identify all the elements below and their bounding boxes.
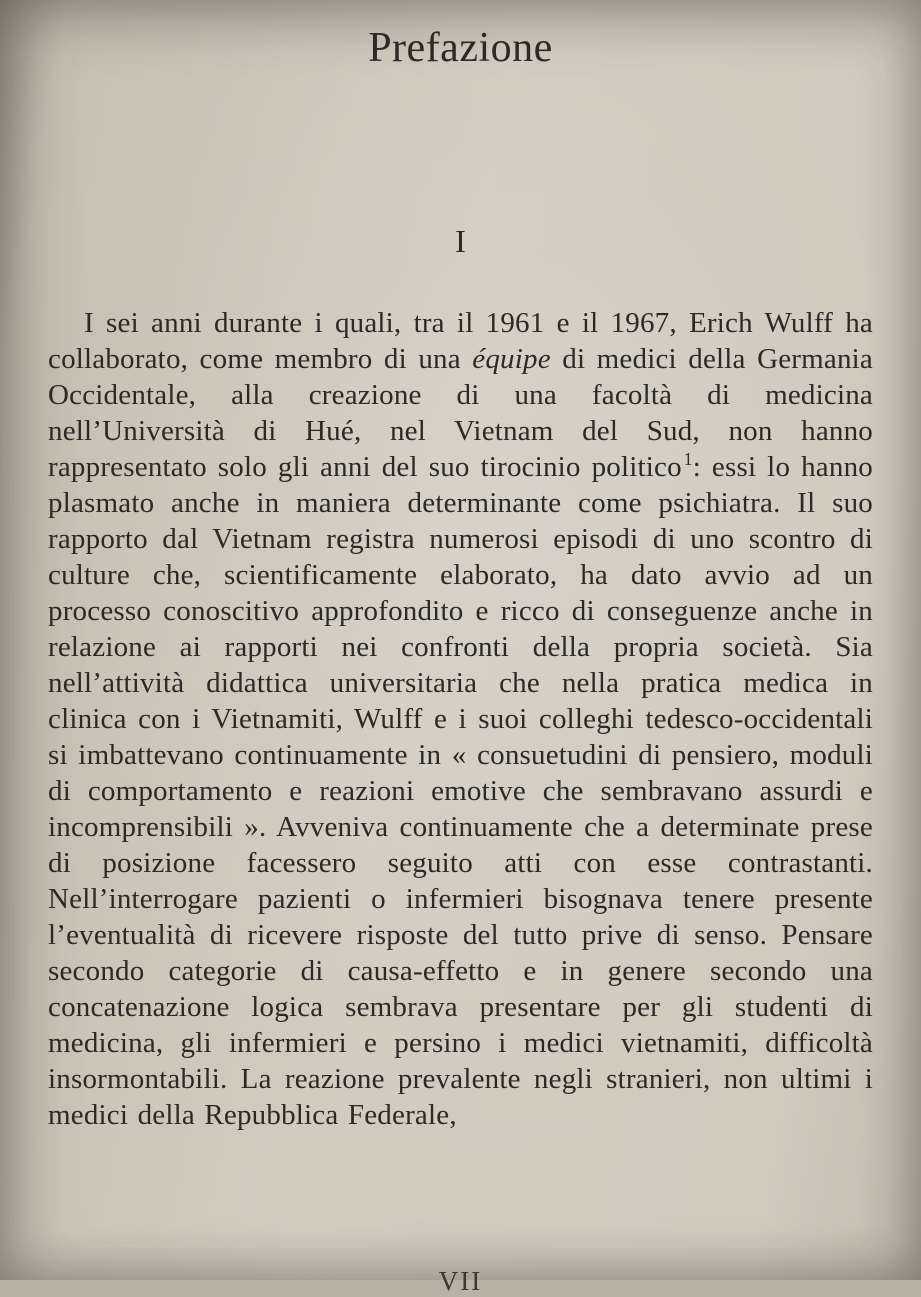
page-title: Prefazione xyxy=(368,25,553,71)
footnote-marker: 1 xyxy=(683,449,693,470)
paragraph-text: : essi lo hanno plasmato anche in maniera determinante come psichiatra. Il suo rapporto dal Vietnam registra numerosi episodi di uno scontro di culture che, scientificamente elaborato, ha dato avvio ad un processo conoscitivo approfondito e ricco di conseguenze anche in relazione ai rapporti nei confronti della propria società. Sia nell’attività didattica universitaria che nella pratica medica in clinica con i Vietnamiti, Wulff e i suoi colleghi tedesco-occidentali si imbattevano continuamente in « consuetudini di pensiero, moduli di comportamento e reazioni emotive che sembravano assurdi e incomprensibili ». Avveniva continuamente che a determinate prese di posizione facessero seguito atti con esse contrastanti. Nell’interrogare pazienti o infermieri bisognava tenere presente l’eventualità di ricevere risposte del tutto prive di senso. Pensare secondo categorie di causa-effetto e in genere secondo una concatenazione logica sembrava presentare per gli studenti di medicina, gli infermieri e persino i medici vietnamiti, difficoltà insormontabili. La reazione prevalente negli stranieri, non ultimi i medici della Repubblica Federale, xyxy=(48,450,873,1131)
body-paragraph xyxy=(48,305,873,1133)
paragraph-text: I sei anni durante i quali, tra il 1961 e il 1967, Erich Wulff ha collaborato, come membro di una xyxy=(48,306,873,375)
italic-term: équipe xyxy=(472,342,551,375)
paragraph-text: di medici della Germania Occidentale, alla creazione di una facoltà di medicina nell’Università di Hué, nel Vietnam del Sud, non hanno rappresentato solo gli anni del suo tirocinio politico xyxy=(48,342,873,483)
page-number: VII xyxy=(438,1266,483,1296)
section-heading: I xyxy=(455,223,466,260)
